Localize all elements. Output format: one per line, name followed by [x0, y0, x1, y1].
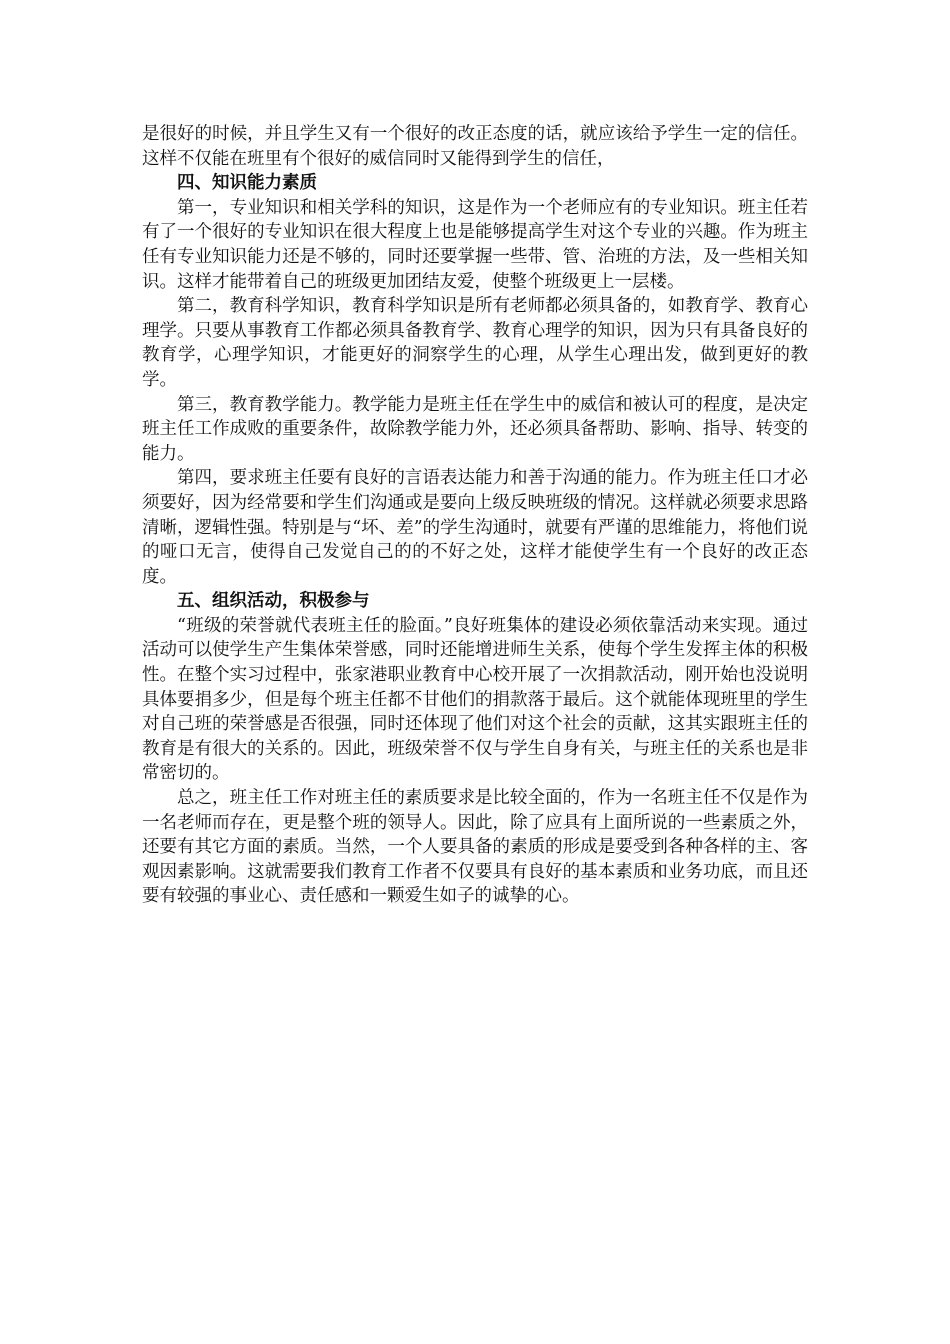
paragraph-activities: “班级的荣誉就代表班主任的脸面。”良好班集体的建设必须依靠活动来实现。通过活动可以使学生产生集体荣誉感，同时还能增进师生关系，使每个学生发挥主体的积极性。在整个实习过程中，张家港职业教育中心校开展了一次捐款活动，刚开始也没说明具体要捐多少，但是每个班主任都不甘他们的捐款落于最后。这个就能体现班里的学生对自己班的荣誉感是否很强，同时还体现了他们对这个社会的贡献，这其实跟班主任的教育是有很大的关系的。因此，班级荣誉不仅与学生自身有关，与班主任的关系也是非常密切的。 — [142, 615, 808, 784]
document-page — [142, 122, 808, 909]
paragraph-communication: 第四，要求班主任要有良好的言语表达能力和善于沟通的能力。作为班主任口才必须要好，因为经常要和学生们沟通或是要向上级反映班级的情况。这样就必须要求思路清晰，逻辑性强。特别是与“坏、差”的学生沟通时，就要有严谨的思维能力，将他们说的哑口无言，使得自己发觉自己的的不好之处，这样才能使学生有一个良好的改正态度。 — [142, 468, 808, 587]
paragraph-teaching-ability: 第三，教育教学能力。教学能力是班主任在学生中的威信和被认可的程度，是决定班主任工作成败的重要条件，故除教学能力外，还必须具备帮助、影响、指导、转变的能力。 — [142, 394, 808, 464]
paragraph-professional-knowledge: 第一，专业知识和相关学科的知识，这是作为一个老师应有的专业知识。班主任若有了一个很好的专业知识在很大程度上也是能够提高学生对这个专业的兴趣。作为班主任有专业知识能力还是不够的，同时还要掌握一些带、管、治班的方法，及一些相关知识。这样才能带着自己的班级更加团结友爱，使整个班级更上一层楼。 — [142, 197, 808, 292]
paragraph-education-science: 第二，教育科学知识，教育科学知识是所有老师都必须具备的，如教育学、教育心理学。只要从事教育工作都必须具备教育学、教育心理学的知识，因为只有具备良好的教育学，心理学知识，才能更好的洞察学生的心理，从学生心理出发，做到更好的教学。 — [142, 296, 808, 390]
section-heading-5: 五、组织活动，积极参与 — [177, 591, 370, 612]
section-heading-4: 四、知识能力素质 — [177, 173, 317, 194]
paragraph-continuation: 是很好的时候，并且学生又有一个很好的改正态度的话，就应该给予学生一定的信任。这样不仅能在班里有个很好的威信同时又能得到学生的信任， — [142, 124, 808, 169]
paragraph-conclusion: 总之，班主任工作对班主任的素质要求是比较全面的，作为一名班主任不仅是作为一名老师而存在，更是整个班的领导人。因此，除了应具有上面所说的一些素质之外，还要有其它方面的素质。当然，一个人要具备的素质的形成是要受到各种各样的主、客观因素影响。这就需要我们教育工作者不仅要具有良好的基本素质和业务功底，而且还要有较强的事业心、责任感和一颗爱生如子的诚挚的心。 — [142, 788, 808, 907]
